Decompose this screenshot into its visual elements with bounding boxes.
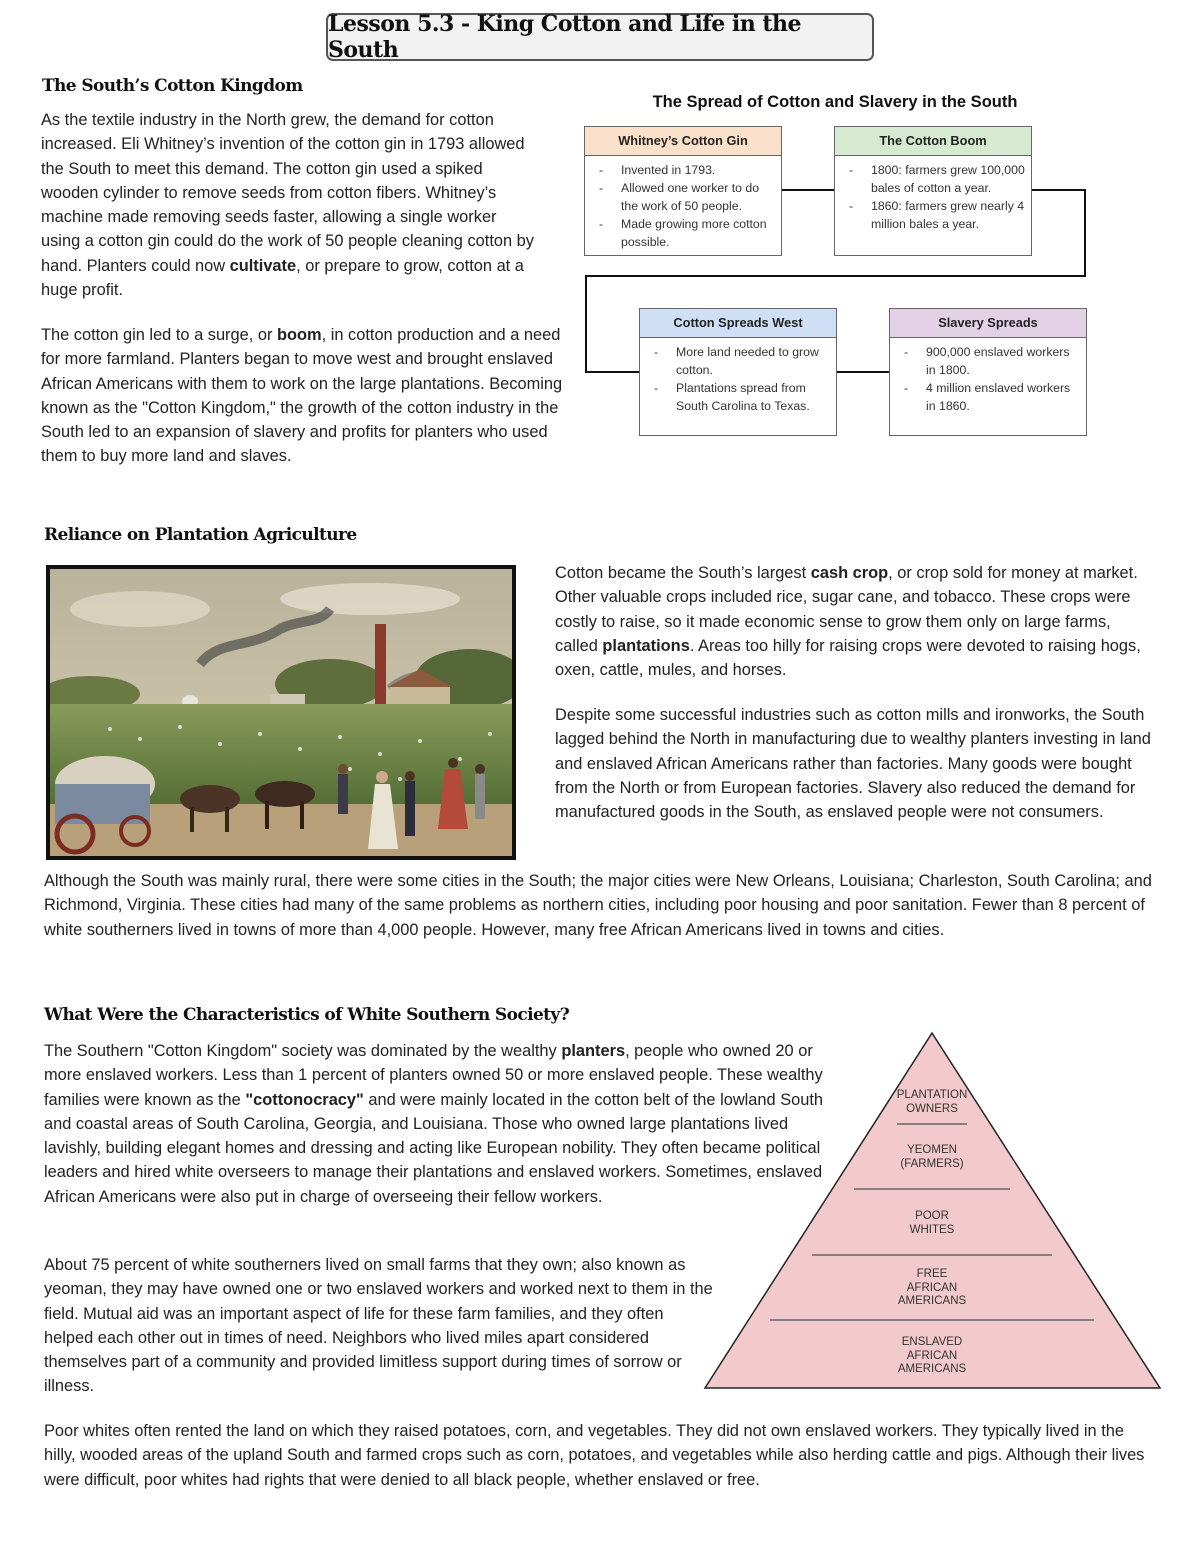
pyramid-level-enslaved-african-americans <box>872 1336 992 1377</box>
text-run: , in cotton production and a need for more farmland. Planters began to move west and brought enslaved African Americans with them to work on the large plantations. Becoming known as the "Cotton Kingdom," the growth of the cotton industry in the South led to an expansion of slavery and profits for planters who used them to buy more land and slaves. <box>41 326 563 466</box>
key-term-cottonocracy: "cottonocracy" <box>245 1090 364 1109</box>
text-run: , or prepare to grow, cotton at a huge profit. <box>41 256 524 300</box>
text-run: . Areas too hilly for raising crops were devoted to raising hogs, oxen, cattle, mules, and horses. <box>555 636 1141 680</box>
key-term-plantations: plantations <box>602 636 690 655</box>
section-heading-cotton-kingdom: The South’s Cotton Kingdom <box>42 76 303 96</box>
flow-box-item: - Made growing more cotton possible. <box>599 215 775 251</box>
paragraph: Although the South was mainly rural, there were some cities in the South; the major cities were New Orleans, Louisiana; Charleston, South Carolina; and Richmond, Virginia. These cities had many of the same problems as northern cities, including poor housing and poor sanitation. Fewer than 8 percent of white southerners lived in towns of more than 4,000 people. However, many free African Americans lived in towns and cities. <box>44 872 1152 939</box>
flow-box-item: - 1800: farmers grew 100,000 bales of cotton a year. <box>849 161 1025 197</box>
flow-box-slavery-spreads <box>889 308 1087 436</box>
flow-box-header: Slavery Spreads <box>890 309 1086 338</box>
pyramid-label-line: AMERICANS <box>897 1295 967 1307</box>
pyramid-level-free-african-americans <box>872 1268 992 1309</box>
section2-text-1 <box>555 561 1155 682</box>
paragraph: About 75 percent of white southerners lived on small farms that they own; also known as yeoman, they may have owned one or two enslaved workers and worked next to them in the field. Mutual aid was an important aspect of life for these farm families, and they often helped each other out in times of need. Neighbors who lived miles apart considered themselves part of a community and provided limitless support during times of sorrow or illness. <box>44 1256 713 1396</box>
flow-box-item: - More land needed to grow cotton. <box>654 343 830 379</box>
flow-box-item: - Plantations spread from South Carolina to Texas. <box>654 379 830 415</box>
paragraph: Poor whites often rented the land on which they raised potatoes, corn, and vegetables. They did not own enslaved workers. They typically lived in the hilly, wooded areas of the upland South and farmed crops such as corn, potatoes, and vegetables while also herding cattle and pigs. Although their lives were difficult, poor whites had rights that were denied to all black people, whether enslaved or free. <box>44 1422 1145 1489</box>
pyramid-label-line: PLANTATION <box>896 1089 968 1101</box>
pyramid-label-line: AMERICANS <box>897 1363 967 1375</box>
text-run: , or crop sold for money at market. Other valuable crops included rice, sugar cane, and tobacco. These crops were costly to raise, so it made economic sense to grow them only on large farms, called <box>555 564 1138 655</box>
text-run: , people who owned 20 or more enslaved workers. Less than 1 percent of planters owned 50 or more enslaved people. These wealthy families were known as the <box>44 1042 823 1109</box>
lesson-title-text: Lesson 5.3 - King Cotton and Life in the South <box>328 11 802 63</box>
text-run: As the textile industry in the North grew, the demand for cotton increased. Eli Whitney’s invention of the cotton gin in 1793 allowed the South to meet this demand. The cotton gin used a spiked wooden cylinder to remove seeds from cotton fibers. Whitney’s machine made removing seeds faster, allowing a single worker using a cotton gin could do the work of 50 people cleaning cotton by hand. Planters could now <box>41 111 534 275</box>
pyramid-label-line: FREE <box>916 1268 948 1280</box>
plantation-scene-illustration <box>50 569 512 856</box>
pyramid-label-line: YEOMEN <box>907 1144 957 1156</box>
paragraph <box>555 561 1155 682</box>
section-heading-plantation-agriculture: Reliance on Plantation Agriculture <box>44 525 357 545</box>
section2-text-2 <box>555 703 1157 824</box>
section3-text-2 <box>44 1253 716 1399</box>
section3-text-3 <box>44 1419 1154 1492</box>
text-run: and were mainly located in the cotton belt of the lowland South and coastal areas of South Carolina, Georgia, and Louisiana. Those who owned large plantations lived lavishly, building elegant homes and dressing and acting like European nobility. They often became political leaders and hired white overseers to manage their plantations and enslaved workers. Sometimes, enslaved African Americans were also put in charge of overseeing their fellow workers. <box>44 1090 824 1206</box>
pyramid-level-poor-whites <box>872 1210 992 1237</box>
flow-box-header: Whitney’s Cotton Gin <box>585 127 781 156</box>
flow-box-item: - 900,000 enslaved workers in 1800. <box>904 343 1080 379</box>
key-term-cash-crop: cash crop <box>810 564 889 582</box>
flow-box-item: - 1860: farmers grew nearly 4 million bales a year. <box>849 197 1025 233</box>
plantation-painting-image <box>46 565 516 860</box>
section-heading-white-southern-society: What Were the Characteristics of White Southern Society? <box>44 1005 570 1025</box>
pyramid-level-yeomen <box>872 1144 992 1171</box>
pyramid-label-line: WHITES <box>909 1223 955 1236</box>
pyramid-level-plantation-owners <box>872 1089 992 1116</box>
pyramid-label-line: ENSLAVED <box>901 1336 963 1348</box>
flow-box-cotton-gin <box>584 126 782 256</box>
flow-box-item: - Allowed one worker to do the work of 50 people. <box>599 179 775 215</box>
pyramid-label-line: (FARMERS) <box>900 1157 964 1170</box>
text-run: Cotton became the South’s largest <box>555 564 811 582</box>
key-term-cultivate: cultivate <box>229 256 297 275</box>
text-run: The Southern "Cotton Kingdom" society was dominated by the wealthy <box>44 1042 562 1060</box>
flow-box-header: Cotton Spreads West <box>640 309 836 338</box>
paragraph: Despite some successful industries such as cotton mills and ironworks, the South lagged behind the North in manufacturing due to wealthy planters investing in land and enslaved African Americans rather than factories. Many goods were bought from the North or from European factories. Slavery also reduced the demand for manufactured goods in the South, as enslaved people were not consumers. <box>555 706 1151 822</box>
diagram-title: The Spread of Cotton and Slavery in the South <box>652 93 1018 111</box>
key-term-planters: planters <box>561 1042 626 1060</box>
flow-box-item: - 4 million enslaved workers in 1860. <box>904 379 1080 415</box>
pyramid-label-line: OWNERS <box>906 1102 958 1115</box>
pyramid-label-line: POOR <box>915 1210 949 1222</box>
pyramid-label-line: AFRICAN <box>906 1281 958 1294</box>
section2-text-3 <box>44 869 1159 942</box>
key-term-boom: boom <box>276 326 322 344</box>
flow-box-cotton-boom <box>834 126 1032 256</box>
flow-box-header: The Cotton Boom <box>835 127 1031 156</box>
flow-box-cotton-spreads-west <box>639 308 837 436</box>
pyramid-label-line: AFRICAN <box>906 1349 958 1362</box>
flow-box-item: - Invented in 1793. <box>599 161 775 179</box>
text-run: The cotton gin led to a surge, or <box>41 326 277 344</box>
